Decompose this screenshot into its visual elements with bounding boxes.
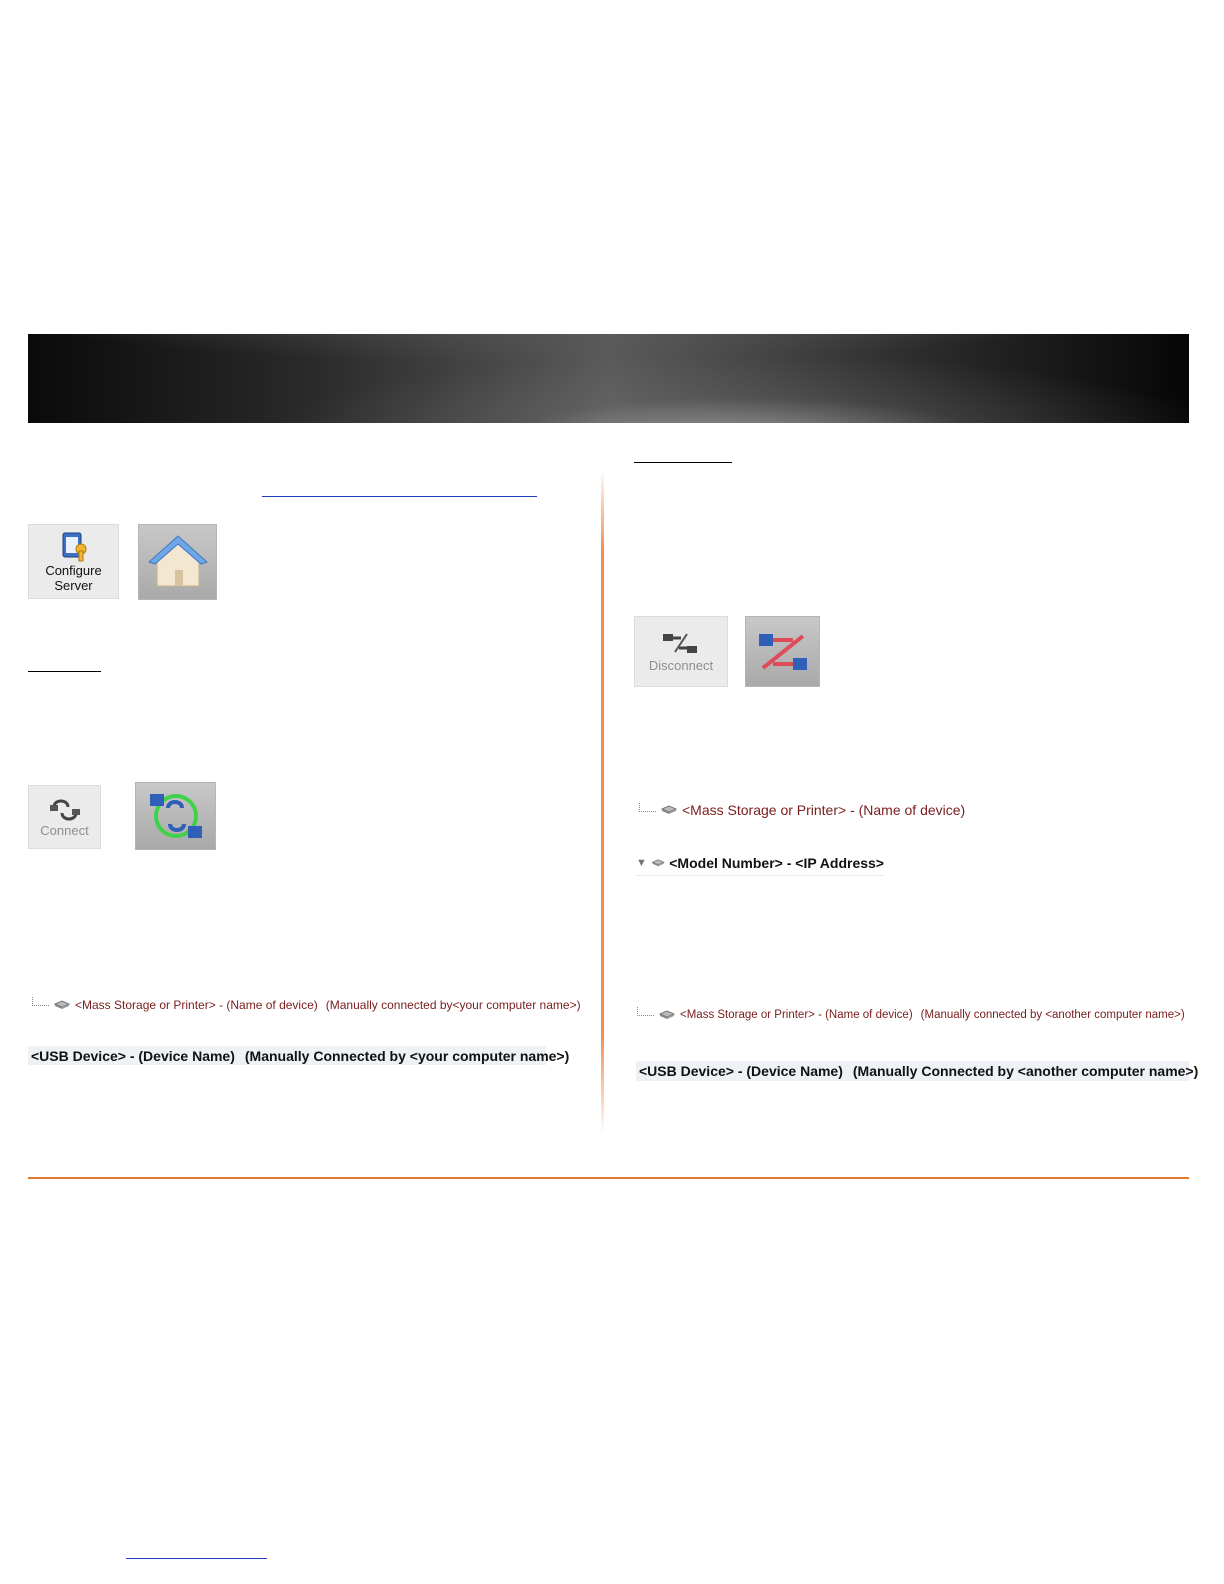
tree-line-right-1[interactable] xyxy=(639,802,965,818)
disconnect-icon xyxy=(661,630,701,658)
tree-device-text: <Mass Storage or Printer> - (Name of device) xyxy=(680,1008,913,1021)
model-line[interactable] xyxy=(636,855,884,876)
connect-large-button[interactable] xyxy=(135,782,216,850)
drive-icon xyxy=(53,1000,71,1010)
tree-line-right-2[interactable] xyxy=(637,1007,1185,1022)
connect-button[interactable] xyxy=(28,785,101,849)
footer-rule xyxy=(28,1177,1189,1179)
configure-server-button[interactable] xyxy=(28,524,119,599)
configure-label-2: Server xyxy=(54,577,93,593)
tree-connector xyxy=(32,997,49,1006)
drive-icon xyxy=(658,1010,676,1020)
column-divider xyxy=(601,470,604,1135)
usb-device-line-left[interactable] xyxy=(28,1046,570,1065)
heading-underline-right xyxy=(634,462,732,463)
tree-connector xyxy=(639,803,656,812)
usb-device-text: <USB Device> - (Device Name) xyxy=(31,1047,235,1064)
disconnect-button[interactable] xyxy=(634,616,728,687)
tree-device-text: <Mass Storage or Printer> - (Name of device) xyxy=(682,802,966,818)
link-underline[interactable] xyxy=(262,496,537,497)
connect-label: Connect xyxy=(40,822,89,838)
header-banner xyxy=(28,334,1189,423)
usb-device-note: (Manually Connected by <your computer name>) xyxy=(244,1047,570,1064)
tree-note-text: (Manually connected by <another computer name>) xyxy=(920,1008,1185,1021)
connect-icon xyxy=(48,797,82,823)
usb-device-note: (Manually Connected by <another computer name>) xyxy=(852,1063,1199,1079)
connect-large-icon xyxy=(144,788,208,844)
usb-device-line-right[interactable] xyxy=(636,1061,1199,1081)
disconnect-large-button[interactable] xyxy=(745,616,820,687)
tree-device-text: <Mass Storage or Printer> - (Name of device) xyxy=(75,997,318,1012)
home-icon xyxy=(147,532,209,592)
heading-underline-left xyxy=(28,671,101,672)
configure-server-icon xyxy=(57,531,91,563)
model-text: <Model Number> - <IP Address> xyxy=(669,855,884,871)
disconnect-label: Disconnect xyxy=(648,658,714,673)
usb-device-text: <USB Device> - (Device Name) xyxy=(639,1063,843,1079)
footer-link-underline[interactable] xyxy=(126,1558,267,1559)
drive-icon xyxy=(660,805,678,815)
expand-triangle-icon[interactable]: ▼ xyxy=(636,857,647,869)
tree-note-text: (Manually connected by<your computer name>) xyxy=(325,997,581,1012)
configure-label-1: Configure xyxy=(45,562,102,578)
home-button[interactable] xyxy=(138,524,217,600)
tree-line-left[interactable] xyxy=(32,997,581,1012)
tree-connector xyxy=(637,1007,654,1016)
drive-icon xyxy=(651,858,665,868)
disconnect-large-icon xyxy=(753,624,813,680)
